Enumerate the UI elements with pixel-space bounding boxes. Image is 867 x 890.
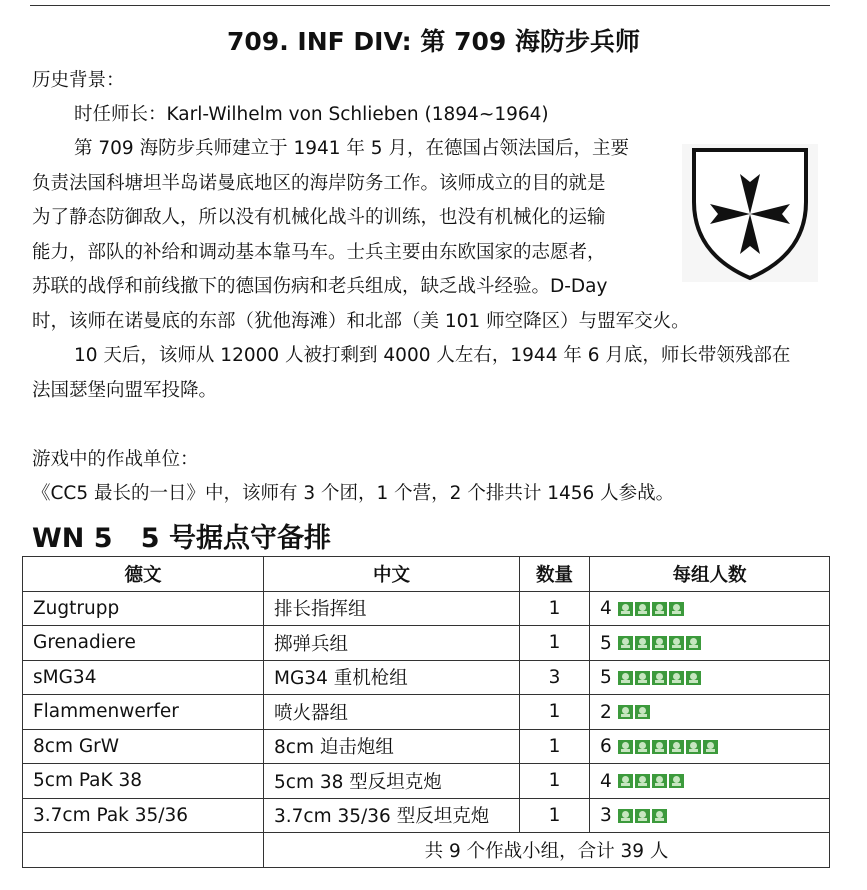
cell-quantity: 1 bbox=[520, 626, 590, 661]
soldier-icon bbox=[635, 602, 650, 616]
history-line: 负责法国科塘坦半岛诺曼底地区的海岸防务工作。该师成立的目的就是 bbox=[32, 172, 606, 194]
history-line: 法国瑟堡向盟军投降。 bbox=[32, 379, 218, 401]
header-german: 德文 bbox=[23, 557, 264, 592]
cell-german: 3.7cm Pak 35/36 bbox=[23, 798, 264, 833]
cell-per-group bbox=[590, 591, 830, 626]
soldier-icon bbox=[652, 774, 667, 788]
cell-per-group bbox=[590, 626, 830, 661]
cell-german: 8cm GrW bbox=[23, 729, 264, 764]
per-group-count: 3 bbox=[600, 805, 612, 826]
table-row bbox=[23, 695, 830, 730]
cell-german: Grenadiere bbox=[23, 626, 264, 661]
cell-quantity: 1 bbox=[520, 764, 590, 799]
table-total: 共 9 个作战小组，合计 39 人 bbox=[264, 833, 830, 868]
per-group-count: 5 bbox=[600, 632, 612, 654]
soldier-icon bbox=[618, 671, 633, 685]
cell-chinese: 掷弹兵组 bbox=[264, 626, 520, 661]
soldier-icon bbox=[635, 636, 650, 650]
table-total-row bbox=[23, 833, 830, 868]
per-group-count: 4 bbox=[600, 770, 612, 792]
cell-per-group bbox=[590, 660, 830, 695]
header-per-group: 每组人数 bbox=[590, 557, 830, 592]
cell-quantity: 1 bbox=[520, 729, 590, 764]
cell-chinese: 5cm 38 型反坦克炮 bbox=[264, 764, 520, 799]
history-paragraph-1 bbox=[32, 132, 690, 339]
soldier-icon bbox=[635, 671, 650, 685]
unit-table bbox=[22, 556, 830, 868]
soldier-icon bbox=[669, 602, 684, 616]
table-row bbox=[23, 764, 830, 799]
soldier-icon bbox=[652, 636, 667, 650]
table-header-row bbox=[23, 557, 830, 592]
game-summary: 《CC5 最长的一日》中，该师有 3 个团，1 个营，2 个排共计 1456 人参战。 bbox=[32, 483, 675, 504]
history-paragraph-2 bbox=[32, 339, 790, 408]
cell-per-group bbox=[590, 729, 830, 764]
total-empty-cell bbox=[23, 833, 264, 868]
soldier-icon bbox=[635, 809, 650, 823]
cell-german: sMG34 bbox=[23, 660, 264, 695]
cell-per-group bbox=[590, 798, 830, 833]
soldier-icon bbox=[635, 705, 650, 719]
top-rule bbox=[30, 5, 830, 6]
cell-quantity: 3 bbox=[520, 660, 590, 695]
soldier-icon bbox=[669, 671, 684, 685]
history-line: 为了静态防御敌人，所以没有机械化战斗的训练，也没有机械化的运输 bbox=[32, 207, 606, 228]
game-label: 游戏中的作战单位： bbox=[32, 449, 199, 470]
per-group-count: 2 bbox=[600, 701, 612, 723]
soldier-icon bbox=[669, 636, 684, 650]
cell-chinese: 排长指挥组 bbox=[264, 591, 520, 626]
cell-german: 5cm PaK 38 bbox=[23, 764, 264, 799]
cell-chinese: MG34 重机枪组 bbox=[264, 660, 520, 695]
soldier-icon bbox=[618, 809, 633, 823]
commander-line: 时任师长：Karl-Wilhelm von Schlieben (1894~1964) bbox=[74, 104, 549, 125]
cell-quantity: 1 bbox=[520, 591, 590, 626]
history-line: 第 709 海防步兵师建立于 1941 年 5 月，在德国占领法国后，主要 bbox=[74, 138, 629, 159]
soldier-icon bbox=[618, 740, 633, 754]
per-group-count: 6 bbox=[600, 736, 612, 757]
soldier-icon bbox=[669, 740, 684, 754]
cell-chinese: 8cm 迫击炮组 bbox=[264, 729, 520, 764]
soldier-icon bbox=[618, 636, 633, 650]
soldier-icon bbox=[618, 705, 633, 719]
soldier-icon bbox=[669, 774, 684, 788]
cell-chinese: 喷火器组 bbox=[264, 695, 520, 730]
cell-per-group bbox=[590, 695, 830, 730]
soldier-icon bbox=[686, 636, 701, 650]
soldier-icon bbox=[686, 671, 701, 685]
cell-german: Zugtrupp bbox=[23, 591, 264, 626]
cell-quantity: 1 bbox=[520, 798, 590, 833]
soldier-icon bbox=[618, 602, 633, 616]
soldier-icon bbox=[635, 740, 650, 754]
per-group-count: 4 bbox=[600, 598, 612, 619]
history-line: 时，该师在诺曼底的东部（犹他海滩）和北部（美 101 师空降区）与盟军交火。 bbox=[32, 310, 690, 332]
history-label: 历史背景： bbox=[32, 70, 125, 91]
table-row bbox=[23, 798, 830, 833]
soldier-icon bbox=[635, 774, 650, 788]
table-row bbox=[23, 626, 830, 661]
soldier-icon bbox=[652, 809, 667, 823]
page-title: 709. INF DIV: 第 709 海防步兵师 bbox=[227, 27, 640, 56]
soldier-icon bbox=[652, 671, 667, 685]
table-row bbox=[23, 660, 830, 695]
black-cross-shield-icon bbox=[682, 144, 818, 282]
history-line: 苏联的战俘和前线撤下的德国伤病和老兵组成，缺乏战斗经验。D-Day bbox=[32, 276, 608, 297]
table-row bbox=[23, 729, 830, 764]
cell-per-group bbox=[590, 764, 830, 799]
table-row bbox=[23, 591, 830, 626]
history-line: 能力，部队的补给和调动基本靠马车。士兵主要由东欧国家的志愿者， bbox=[32, 241, 606, 263]
soldier-icon bbox=[686, 740, 701, 754]
history-line: 10 天后，该师从 12000 人被打剩到 4000 人左右，1944 年 6 月底，师长带领残部在 bbox=[74, 345, 791, 366]
soldier-icon bbox=[652, 602, 667, 616]
header-chinese: 中文 bbox=[264, 557, 520, 592]
section-title: WN 5 5 号据点守备排 bbox=[32, 523, 331, 554]
cell-german: Flammenwerfer bbox=[23, 695, 264, 730]
soldier-icon bbox=[652, 740, 667, 754]
cell-chinese: 3.7cm 35/36 型反坦克炮 bbox=[264, 798, 520, 833]
per-group-count: 5 bbox=[600, 667, 612, 688]
soldier-icon bbox=[618, 774, 633, 788]
header-quantity: 数量 bbox=[520, 557, 590, 592]
cell-quantity: 1 bbox=[520, 695, 590, 730]
soldier-icon bbox=[703, 740, 718, 754]
